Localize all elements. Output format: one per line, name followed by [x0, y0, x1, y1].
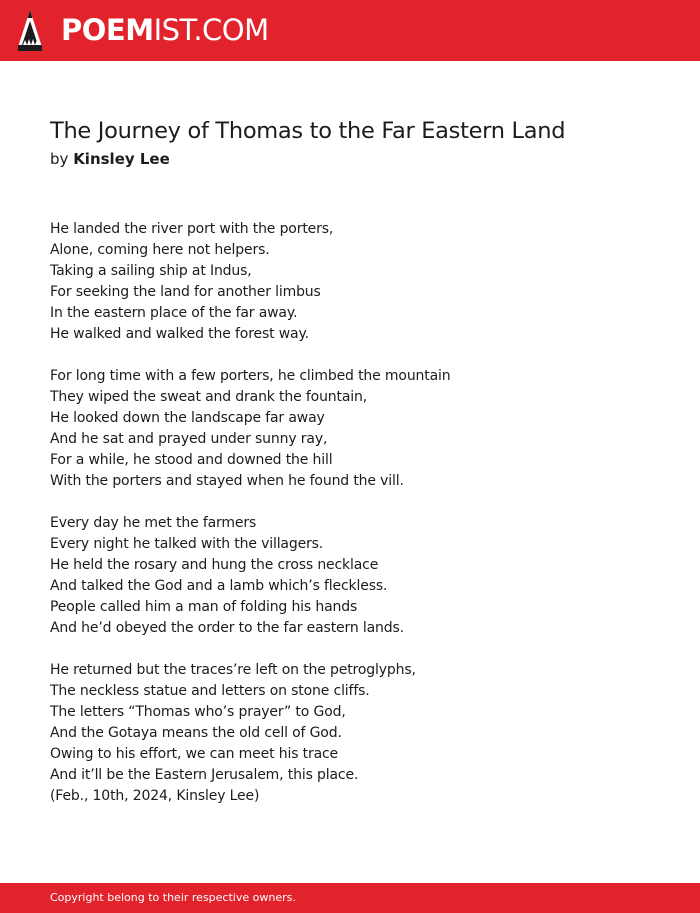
logo-light-text: IST.COM: [153, 13, 269, 47]
poem-line: And it’ll be the Eastern Jerusalem, this place.: [50, 767, 359, 783]
site-logo[interactable]: [61, 12, 269, 48]
stanza: [50, 513, 670, 639]
poem-line: Every day he met the farmers: [50, 515, 257, 531]
poem-line: He held the rosary and hung the cross necklace: [50, 557, 379, 573]
poem-line: In the eastern place of the far away.: [50, 305, 298, 321]
by-label: by: [50, 150, 69, 168]
poem-line: And he sat and prayed under sunny ray,: [50, 431, 328, 447]
poem-line: For seeking the land for another limbus: [50, 284, 321, 300]
poem-body: [50, 219, 670, 828]
stanza: [50, 660, 670, 807]
stanza: [50, 219, 670, 345]
poem-line: Alone, coming here not helpers.: [50, 242, 270, 258]
poem-line: For a while, he stood and downed the hill: [50, 452, 333, 468]
stanza: [50, 366, 670, 492]
logo-bold-text: POEM: [61, 13, 154, 47]
poem-line: He walked and walked the forest way.: [50, 326, 309, 342]
site-footer: [0, 883, 700, 913]
poem-line: And talked the God and a lamb which’s fleckless.: [50, 578, 388, 594]
poem-line: He returned but the traces’re left on the petroglyphs,: [50, 662, 416, 678]
pencil-tip-icon[interactable]: [17, 9, 43, 51]
author-name: Kinsley Lee: [73, 150, 170, 168]
poem-line: People called him a man of folding his hands: [50, 599, 358, 615]
poem-line: He landed the river port with the porters,: [50, 221, 334, 237]
poem-line: The letters “Thomas who’s prayer” to God,: [50, 704, 346, 720]
byline: [50, 148, 170, 170]
poem-line: He looked down the landscape far away: [50, 410, 325, 426]
poem-line: And the Gotaya means the old cell of God.: [50, 725, 342, 741]
poem-title: The Journey of Thomas to the Far Eastern Land: [50, 118, 566, 144]
poem-line: Owing to his effort, we can meet his trace: [50, 746, 339, 762]
poem-line: They wiped the sweat and drank the fountain,: [50, 389, 368, 405]
poem-line: And he’d obeyed the order to the far eastern lands.: [50, 620, 404, 636]
poem-line: Taking a sailing ship at Indus,: [50, 263, 252, 279]
poem-line: (Feb., 10th, 2024, Kinsley Lee): [50, 788, 260, 804]
poem-line: Every night he talked with the villagers.: [50, 536, 324, 552]
poem-line: The neckless statue and letters on stone cliffs.: [50, 683, 370, 699]
site-header: [0, 0, 700, 61]
copyright-text: Copyright belong to their respective owners.: [50, 891, 296, 904]
poem-line: For long time with a few porters, he climbed the mountain: [50, 368, 451, 384]
poem-line: With the porters and stayed when he found the vill.: [50, 473, 404, 489]
